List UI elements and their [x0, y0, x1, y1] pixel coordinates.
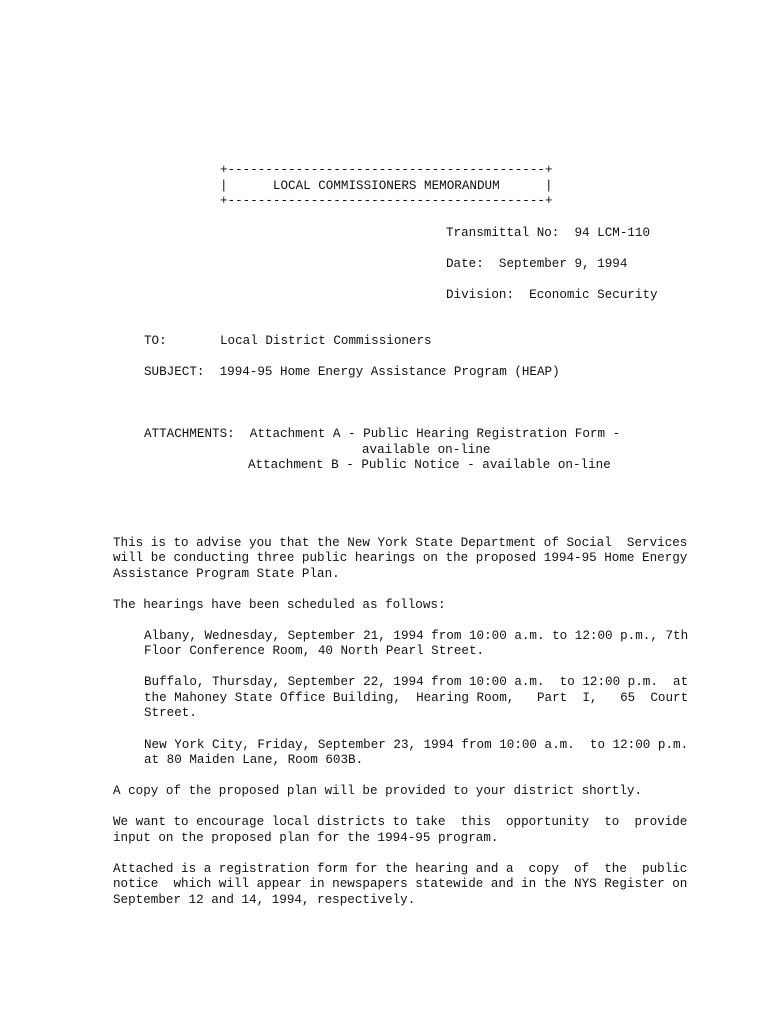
para1-line-1: This is to advise you that the New York State Department of Social Services	[113, 536, 688, 550]
memo-date: Date: September 9, 1994	[446, 257, 628, 271]
para3: A copy of the proposed plan will be provided to your district shortly.	[113, 784, 643, 798]
hearing-albany-line-1: Albany, Wednesday, September 21, 1994 from 10:00 a.m. to 12:00 p.m., 7th	[144, 629, 689, 643]
hearing-buffalo-line-2: the Mahoney State Office Building, Hearing Room, Part I, 65 Court	[144, 691, 689, 705]
para5-line-2: notice which will appear in newspapers statewide and in the NYS Register on	[113, 877, 688, 891]
memo-header-border-top: +------------------------------------------+	[220, 163, 553, 177]
memo-division: Division: Economic Security	[446, 288, 658, 302]
to-label: TO:	[144, 334, 167, 348]
to-value: Local District Commissioners	[220, 334, 432, 348]
para5-line-1: Attached is a registration form for the hearing and a copy of the public	[113, 862, 688, 876]
hearing-albany-line-2: Floor Conference Room, 40 North Pearl Street.	[144, 644, 485, 658]
attachments-line-2: available on-line	[362, 443, 491, 457]
hearing-buffalo-line-3: Street.	[144, 706, 197, 720]
para5-line-3: September 12 and 14, 1994, respectively.	[113, 893, 416, 907]
hearing-nyc-line-2: at 80 Maiden Lane, Room 603B.	[144, 753, 364, 767]
transmittal-number: Transmittal No: 94 LCM-110	[446, 226, 651, 240]
para4-line-1: We want to encourage local districts to take this opportunity to provide	[113, 815, 688, 829]
para1-line-3: Assistance Program State Plan.	[113, 567, 340, 581]
para1-line-2: will be conducting three public hearings on the proposed 1994-95 Home Energy	[113, 551, 688, 565]
memo-header-border-bottom: +------------------------------------------+	[220, 194, 553, 208]
attachments-line-1: ATTACHMENTS: Attachment A - Public Hearing Registration Form -	[144, 427, 621, 441]
para2: The hearings have been scheduled as follows:	[113, 598, 446, 612]
para4-line-2: input on the proposed plan for the 1994-95 program.	[113, 831, 499, 845]
attachments-line-3: Attachment B - Public Notice - available on-line	[248, 458, 611, 472]
subject-line: SUBJECT: 1994-95 Home Energy Assistance Program (HEAP)	[144, 365, 560, 379]
hearing-nyc-line-1: New York City, Friday, September 23, 1994 from 10:00 a.m. to 12:00 p.m.	[144, 738, 689, 752]
memo-header-title: | LOCAL COMMISSIONERS MEMORANDUM |	[220, 179, 553, 193]
hearing-buffalo-line-1: Buffalo, Thursday, September 22, 1994 from 10:00 a.m. to 12:00 p.m. at	[144, 675, 689, 689]
